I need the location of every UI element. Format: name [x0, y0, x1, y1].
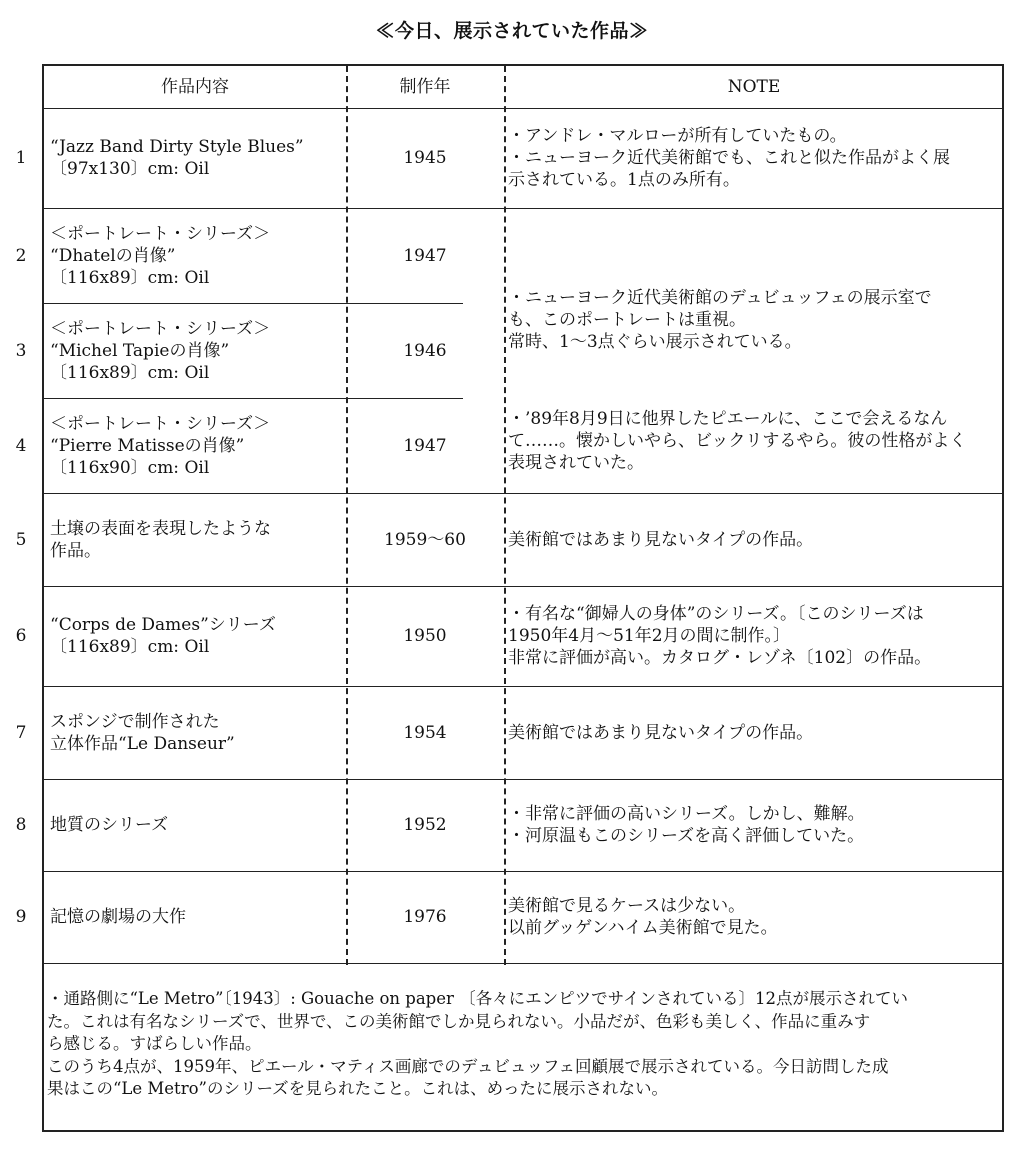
work-text: “Corps de Dames”シリーズ 〔116x89〕cm: Oil [50, 615, 276, 657]
work-cell [44, 493, 346, 586]
work-cell [44, 686, 346, 779]
note-text: 美術館ではあまり見ないタイプの作品。 [508, 529, 814, 550]
work-cell [44, 303, 346, 398]
year-cell: 1959〜60 [384, 529, 466, 550]
note-text: 美術館で見るケースは少ない。 以前グッゲンハイム美術館で見た。 [508, 896, 778, 938]
year-cell: 1946 [403, 340, 447, 361]
note-cell [504, 493, 1004, 586]
note-text: ・アンドレ・マルローが所有していたもの。 ・ニューヨーク近代美術館でも、これと似た作品がよく展 示されている。1点のみ所有。 [508, 126, 950, 190]
work-cell [44, 779, 346, 871]
work-cell [44, 398, 346, 493]
work-text: “Jazz Band Dirty Style Blues” 〔97x130〕cm: Oil [50, 137, 304, 179]
note-text: ・非常に評価の高いシリーズ。しかし、難解。 ・河原温もこのシリーズを高く評価していた。 [508, 804, 865, 846]
page-title: ≪今日、展示されていた作品≫ [375, 20, 649, 42]
work-cell [44, 586, 346, 686]
work-cell [44, 208, 346, 303]
header-note: NOTE [727, 77, 781, 97]
row-number: 5 [15, 529, 27, 550]
works-table [42, 64, 1004, 1132]
work-text: 土壌の表面を表現したような 作品。 [50, 518, 271, 561]
note-cell [504, 779, 1004, 871]
year-cell: 1947 [403, 435, 447, 456]
header-year: 制作年 [399, 77, 451, 97]
work-text: ＜ポートレート・シリーズ＞ “Dhatelの肖像” 〔116x89〕cm: Oil [50, 223, 271, 288]
year-cell: 1976 [403, 907, 447, 927]
footer-note: ・通路側に“Le Metro”〔1943〕: Gouache on paper 〔各々にエンピツでサインされている〕12点が展示されてい た。これは有名なシリーズで、世界で、この美術館でしか見られない。小品だが、色彩も美しく、作品に重みす ら感じる。すばらしい作品。 このうち4点が、1959年、ピエール・マティス画廊でのデュビュッフェ回顧展で展示されている。今日訪問した成 果はこの“Le Metro”のシリーズを見られたこと。これは、めったに展示されない。 [47, 989, 908, 1098]
row-number: 1 [15, 148, 27, 168]
year-cell: 1945 [403, 148, 447, 168]
row-number: 6 [15, 626, 27, 646]
work-text: ＜ポートレート・シリーズ＞ “Pierre Matisseの肖像” 〔116x90〕cm: Oil [50, 413, 271, 478]
work-text: スポンジで制作された 立体作品“Le Danseur” [50, 711, 235, 754]
work-text: 記憶の劇場の大作 [50, 907, 186, 927]
note-cell [504, 686, 1004, 779]
note-cell [504, 586, 1004, 686]
row-number: 4 [15, 435, 27, 456]
year-cell: 1954 [403, 722, 447, 743]
note-cell [504, 401, 1004, 481]
note-cell [504, 280, 1004, 360]
work-cell [44, 108, 346, 208]
note-text: ・ニューヨーク近代美術館のデュビュッフェの展示室で も、このポートレートは重視。 常時、1〜3点ぐらい展示されている。 [508, 288, 932, 352]
header-work: 作品内容 [161, 77, 229, 97]
row-divider [44, 963, 1002, 964]
note-text: ・’89年8月9日に他界したピエールに、ここで会えるなん て……。懐かしいやら、ビックリするやら。彼の性格がよく 表現されていた。 [508, 409, 967, 473]
row-number: 9 [15, 907, 27, 927]
row-number: 3 [15, 340, 27, 361]
note-text: 美術館ではあまり見ないタイプの作品。 [508, 722, 814, 743]
year-cell: 1950 [403, 626, 447, 646]
work-text: ＜ポートレート・シリーズ＞ “Michel Tapieの肖像” 〔116x89〕cm: Oil [50, 318, 271, 383]
row-number: 7 [15, 722, 27, 743]
year-cell: 1947 [403, 245, 447, 266]
work-text: 地質のシリーズ [50, 815, 169, 835]
row-number: 2 [15, 245, 27, 266]
year-cell: 1952 [403, 815, 447, 835]
row-number: 8 [15, 815, 27, 835]
note-cell [504, 108, 1004, 208]
note-cell [504, 871, 1004, 963]
work-cell [44, 871, 346, 963]
note-text: ・有名な“御婦人の身体”のシリーズ。〔このシリーズは 1950年4月〜51年2月の間に制作。〕 非常に評価が高い。カタログ・レゾネ〔102〕の作品。 [508, 604, 932, 668]
